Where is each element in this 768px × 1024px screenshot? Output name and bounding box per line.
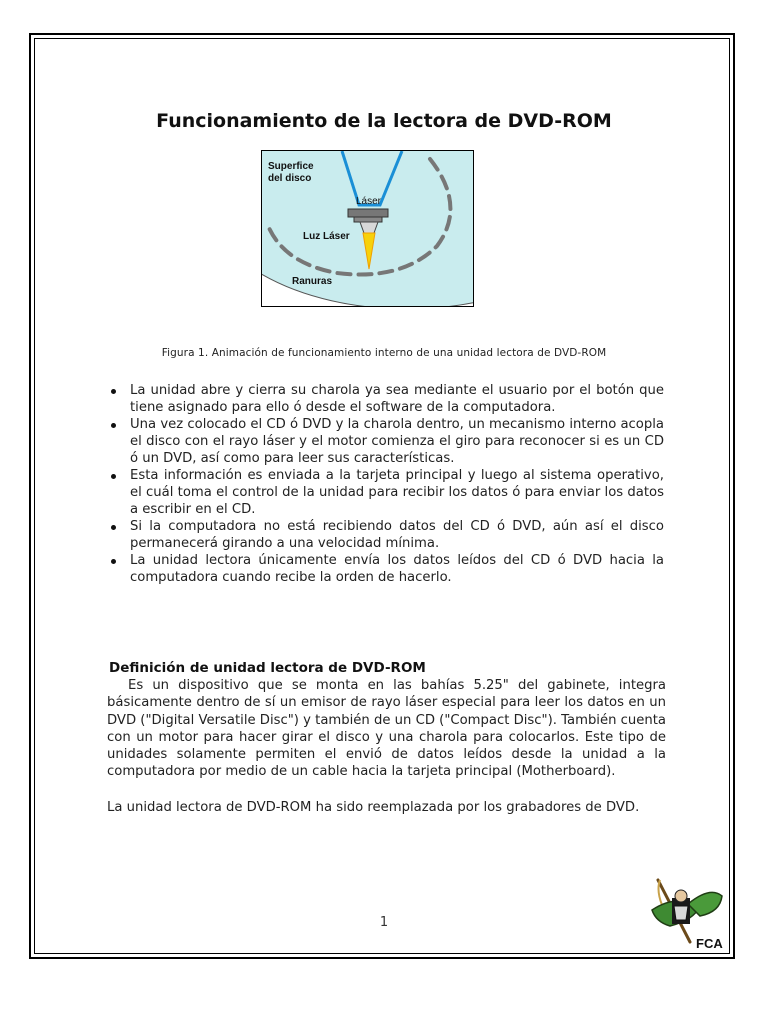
figure-caption: Figura 1. Animación de funcionamiento interno de una unidad lectora de DVD-ROM	[161, 347, 607, 359]
closing-paragraph: La unidad lectora de DVD-ROM ha sido reemplazada por los grabadores de DVD.	[107, 799, 640, 815]
list-item-text: La unidad abre y cierra su charola ya sea mediante el usuario por el botón que tiene asignado para ello ó desde el software de la computadora.	[130, 383, 664, 415]
list-item	[130, 518, 664, 552]
list-item-text: Si la computadora no está recibiendo datos del CD ó DVD, aún así el disco permanecerá girando a una velocidad mínima.	[130, 519, 664, 551]
label-laser-light: Luz Láser	[303, 231, 350, 242]
label-surface-line1: Superfice	[268, 161, 314, 172]
page-number: 1	[379, 915, 389, 930]
list-item	[130, 552, 664, 586]
section-paragraph: Es un dispositivo que se monta en las bahías 5.25" del gabinete, integra básicamente dentro de sí un emisor de rayo láser especial para leer los datos en un DVD ("Digital Versatile Disc") y también de un CD ("Compact Disc"). También cuenta con un motor para hacer girar el disco y una charola para colocarlos. Este tipo de unidades solamente permiten el envió de datos leídos desde la unidad a la computadora por medio de un cable hacia la tarjeta principal (Motherboard).	[107, 678, 666, 780]
laser-diagram	[262, 151, 473, 306]
definition-section	[107, 660, 666, 816]
fca-logo	[650, 876, 726, 954]
bullet-icon	[111, 389, 116, 394]
fca-logo-art	[650, 876, 726, 954]
laser-head	[348, 209, 388, 217]
list-item-text: Esta información es enviada a la tarjeta principal y luego al sistema operativo, el cuál toma el control de la unidad para recibir los datos ó para enviar los datos a escribir en el CD.	[130, 468, 664, 517]
list-item	[130, 467, 664, 518]
bullet-icon	[111, 474, 116, 479]
label-laser: Láser	[356, 196, 382, 207]
bullet-icon	[111, 525, 116, 530]
section-heading: Definición de unidad lectora de DVD-ROM	[109, 660, 426, 676]
dvd-laser-figure	[261, 150, 474, 307]
list-item-text: La unidad lectora únicamente envía los datos leídos del CD ó DVD hacia la computadora cuando recibe la orden de hacerlo.	[130, 553, 664, 585]
bullet-icon	[111, 559, 116, 564]
label-surface-line2: del disco	[268, 173, 312, 184]
page-title: Funcionamiento de la lectora de DVD-ROM	[156, 110, 612, 132]
label-grooves: Ranuras	[292, 276, 333, 287]
laser-head-base	[354, 217, 382, 222]
list-item	[130, 416, 664, 467]
bullet-icon	[111, 423, 116, 428]
list-item	[130, 382, 664, 416]
logo-text: FCA	[696, 936, 723, 951]
list-item-text: Una vez colocado el CD ó DVD y la charola dentro, un mecanismo interno acopla el disco con el rayo láser y el motor comienza el giro para reconocer si es un CD ó un DVD, así como para leer sus características.	[130, 417, 664, 466]
bullet-list	[130, 382, 664, 586]
